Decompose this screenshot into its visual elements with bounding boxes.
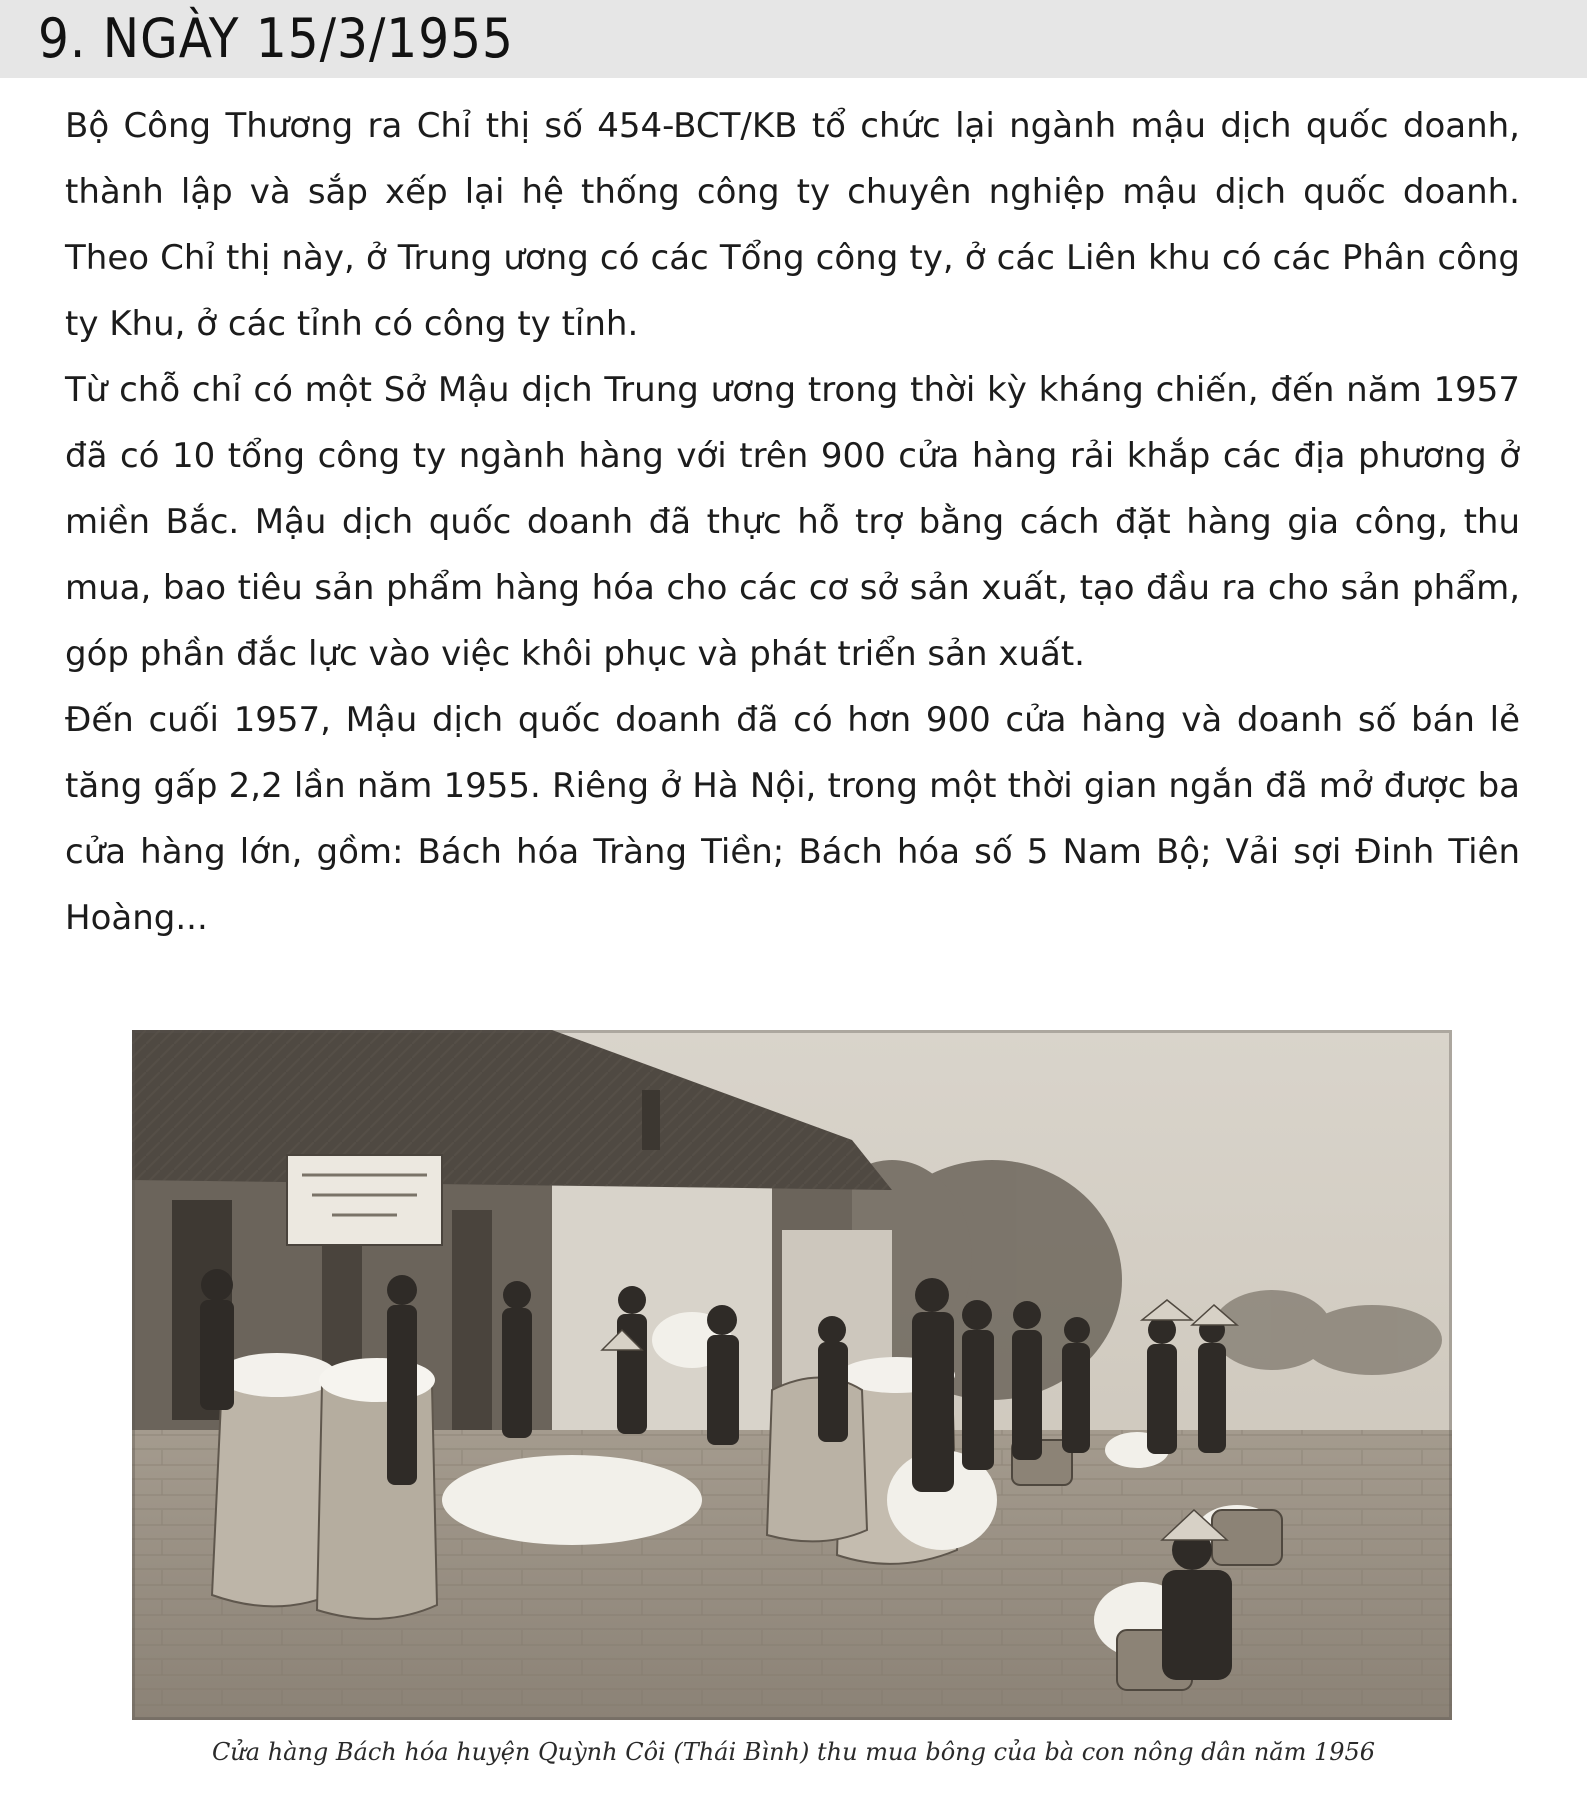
shop-banner xyxy=(287,1155,442,1245)
article-body xyxy=(65,93,1520,951)
paragraph-3: Đến cuối 1957, Mậu dịch quốc doanh đã có hơn 900 cửa hàng và doanh số bán lẻ tăng gấp 2,2 lần năm 1955. Riêng ở Hà Nội, trong một thời gian ngắn đã mở được ba cửa hàng lớn, gồm: Bách hóa Tràng Tiền; Bách hóa số 5 Nam Bộ; Vải sợi Đinh Tiên Hoàng... xyxy=(65,700,1520,938)
paragraph-2: Từ chỗ chỉ có một Sở Mậu dịch Trung ương trong thời kỳ kháng chiến, đến năm 1957 đã có 10 tổng công ty ngành hàng với trên 900 cửa hàng rải khắp các địa phương ở miền Bắc. Mậu dịch quốc doanh đã thực hỗ trợ bằng cách đặt hàng gia công, thu mua, bao tiêu sản phẩm hàng hóa cho các cơ sở sản xuất, tạo đầu ra cho sản phẩm, góp phần đắc lực vào việc khôi phục và phát triển sản xuất. xyxy=(65,370,1520,674)
paragraph-1: Bộ Công Thương ra Chỉ thị số 454-BCT/KB tổ chức lại ngành mậu dịch quốc doanh, thành lập và sắp xếp lại hệ thống công ty chuyên nghiệp mậu dịch quốc doanh. Theo Chỉ thị này, ở Trung ương có các Tổng công ty, ở các Liên khu có các Phân công ty Khu, ở các tỉnh có công ty tỉnh. xyxy=(65,106,1520,344)
historical-photo xyxy=(132,1030,1452,1720)
title-bar xyxy=(0,0,1587,78)
photo-caption: Cửa hàng Bách hóa huyện Quỳnh Côi (Thái Bình) thu mua bông của bà con nông dân năm 1956 xyxy=(211,1738,1376,1766)
page-title: 9. NGÀY 15/3/1955 xyxy=(38,7,514,70)
photo-illustration xyxy=(132,1030,1452,1720)
